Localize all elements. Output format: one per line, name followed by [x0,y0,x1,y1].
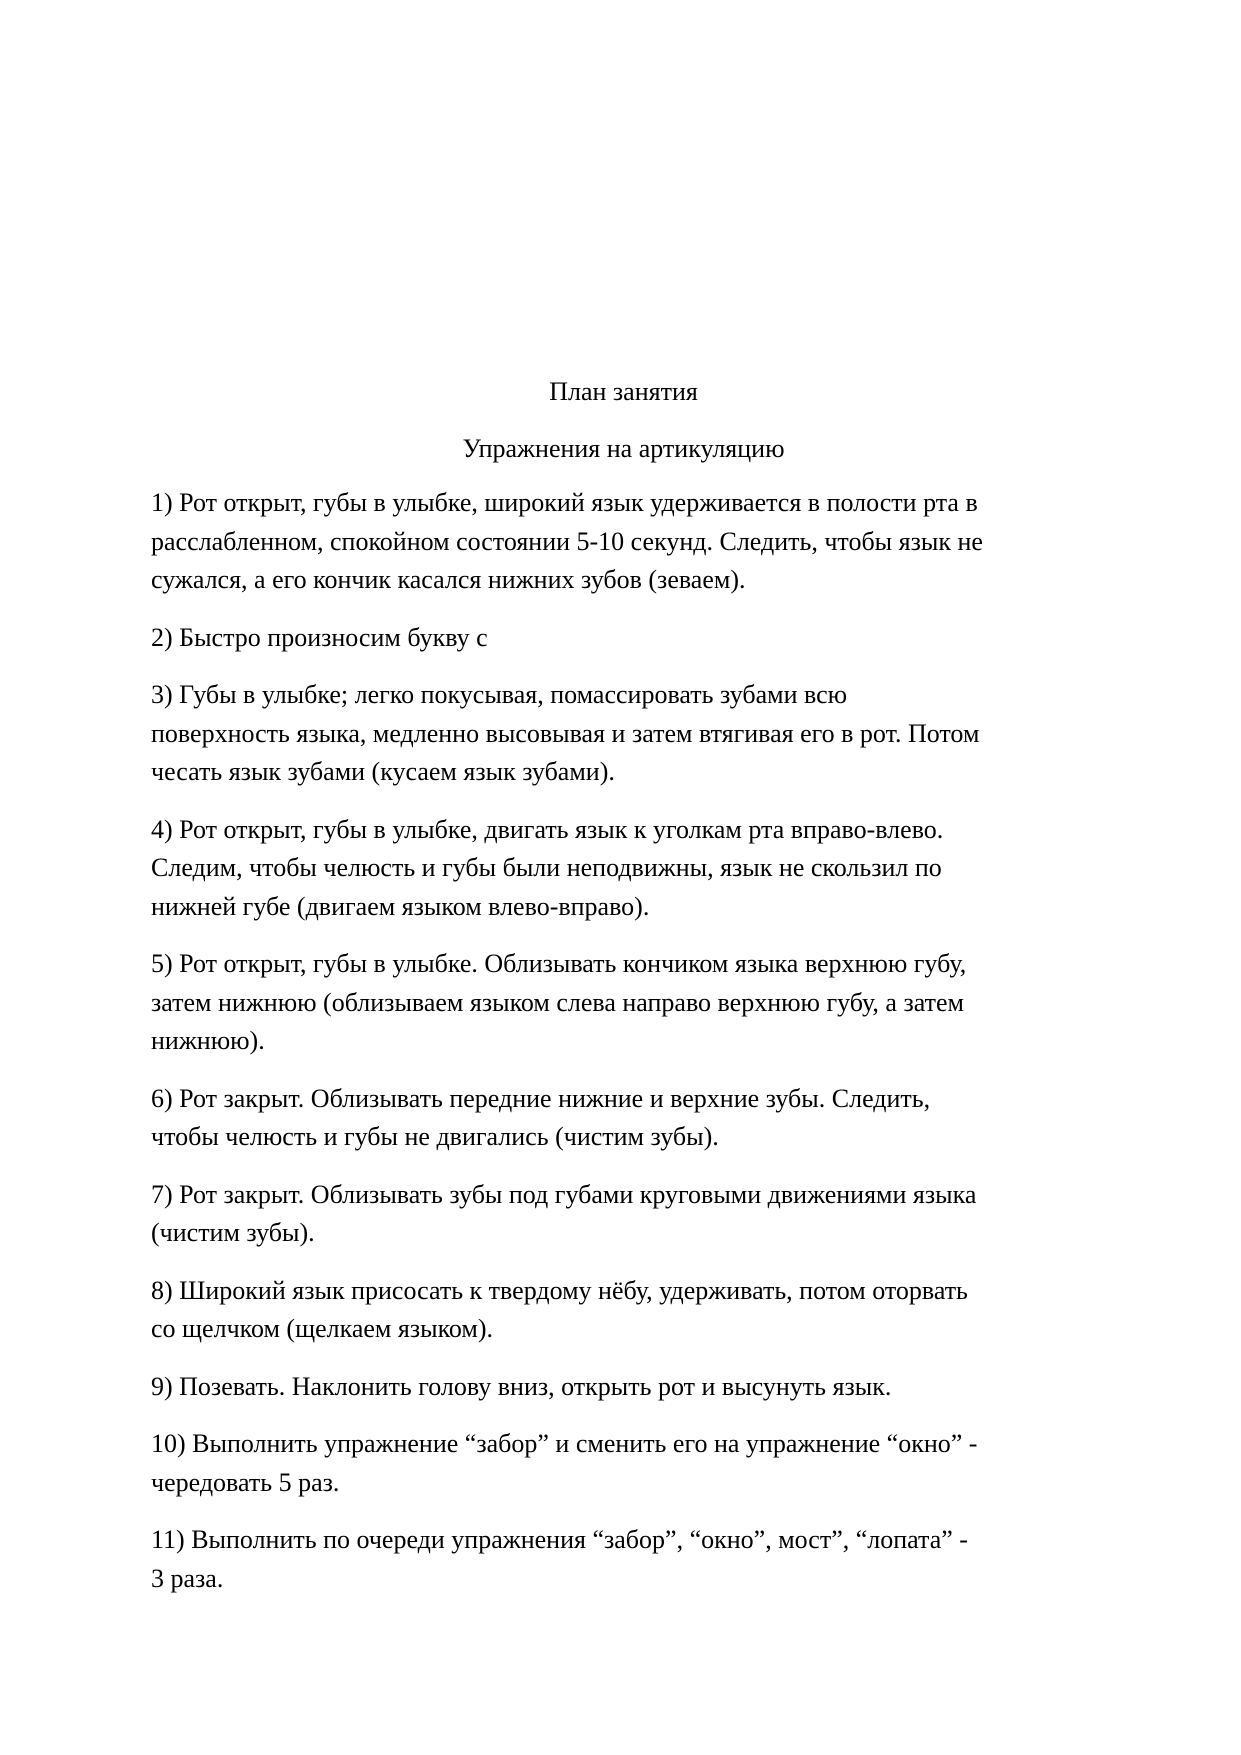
exercise-line: расслабленном, спокойном состоянии 5-10 секунд. Следить, чтобы язык не [151,526,983,556]
exercise-line: 11) Выполнить по очереди упражнения “забор”, “окно”, мост”, “лопата” - [151,1525,968,1554]
exercise-item-8 [151,1272,1096,1349]
exercise-item-2 [151,619,1096,658]
exercise-item-4 [151,811,1096,927]
exercise-item-1 [151,484,1096,600]
exercise-line: 4) Рот открыт, губы в улыбке, двигать язык к уголкам рта вправо-влево. [151,814,944,844]
exercise-line: 10) Выполнить упражнение “забор” и сменить его на упражнение “окно” - [151,1429,978,1458]
exercise-line: нижней губе (двигаем языком влево-вправо). [151,891,650,921]
exercise-item-3 [151,676,1096,792]
exercise-item-11 [151,1521,1096,1598]
exercise-line: 3) Губы в улыбке; легко покусывая, помассировать зубами всю [151,680,848,709]
exercise-line: нижнюю). [151,1026,265,1055]
exercise-line: чесать язык зубами (кусаем язык зубами). [151,757,615,786]
exercise-line: со щелчком (щелкаем языком). [151,1314,494,1343]
exercise-item-5 [151,945,1096,1061]
exercise-line: затем нижнюю (облизываем языком слева направо верхнюю губу, а затем [151,987,964,1017]
exercise-line: 8) Широкий язык присосать к твердому нёбу, удерживать, потом оторвать [151,1275,968,1305]
document-title: План занятия [549,377,698,406]
exercise-item-7 [151,1176,1096,1253]
document-body [151,373,1096,1617]
exercise-line: 9) Позевать. Наклонить голову вниз, открыть рот и высунуть язык. [151,1371,892,1401]
exercise-line: Следим, чтобы челюсть и губы были неподвижны, язык не скользил по [151,853,942,882]
exercise-line: 1) Рот открыт, губы в улыбке, широкий язык удерживается в полости рта в [151,488,978,517]
exercise-line: (чистим зубы). [151,1218,315,1247]
exercise-line: 3 раза. [151,1563,224,1593]
exercise-item-10 [151,1425,1096,1502]
exercise-line: 7) Рот закрыт. Облизывать зубы под губами круговыми движениями языка [151,1179,977,1209]
exercise-item-9 [151,1368,1096,1407]
exercise-line: чередовать 5 раз. [151,1467,340,1497]
exercise-line: чтобы челюсть и губы не двигались (чистим зубы). [151,1122,719,1151]
exercise-line: сужался, а его кончик касался нижних зубов (зеваем). [151,565,746,594]
exercise-line: 5) Рот открыт, губы в улыбке. Облизывать кончиком языка верхнюю губу, [151,949,967,978]
exercise-line: поверхность языка, медленно высовывая и затем втягивая его в рот. Потом [151,718,980,748]
exercise-line: 6) Рот закрыт. Облизывать передние нижние и верхние зубы. Следить, [151,1083,931,1113]
document-subtitle: Упражнения на артикуляцию [462,434,785,463]
exercise-item-6 [151,1080,1096,1157]
exercise-line: 2) Быстро произносим букву с [151,622,488,652]
